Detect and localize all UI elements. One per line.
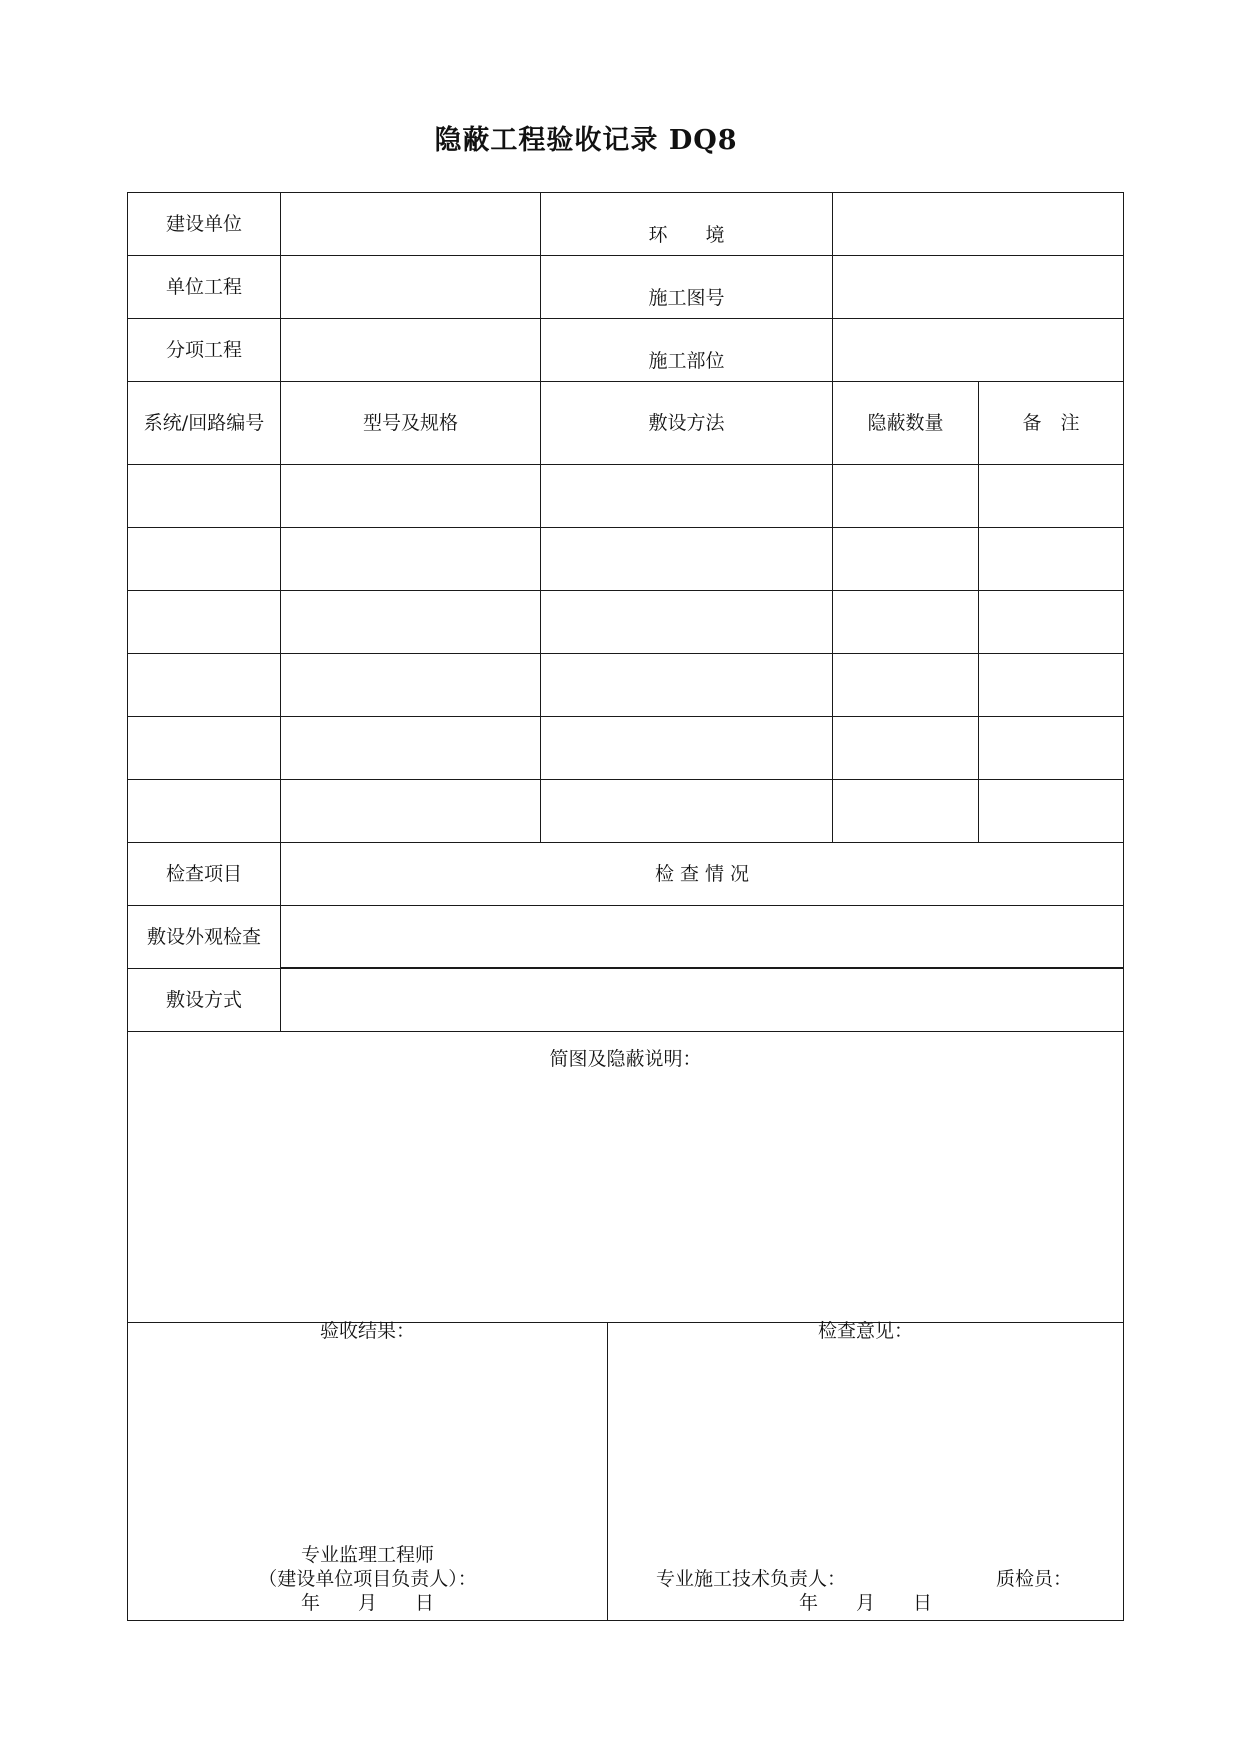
table-cell[interactable] <box>541 654 832 716</box>
table-cell[interactable] <box>979 528 1123 590</box>
quality-inspector-label: 质检员： <box>996 1568 1073 1590</box>
inspection-status-header: 检 查 情 况 <box>654 863 750 885</box>
table-cell[interactable] <box>833 780 978 842</box>
page-title: 隐蔽工程验收记录 DQ8 <box>434 125 738 156</box>
sub-project-field[interactable] <box>281 319 540 381</box>
table-cell[interactable] <box>128 717 280 779</box>
column-header-concealed-quantity: 隐蔽数量 <box>867 412 944 434</box>
opinion-section-label: 检查意见： <box>817 1320 913 1342</box>
table-cell[interactable] <box>979 654 1123 716</box>
table-cell[interactable] <box>541 591 832 653</box>
table-cell[interactable] <box>833 465 978 527</box>
header-label-unit-project: 单位工程 <box>165 276 242 298</box>
column-header-system-circuit-number: 系统/回路编号 <box>143 412 265 434</box>
opinion-date: 年 月 日 <box>798 1592 932 1614</box>
environment-field[interactable] <box>833 193 1123 255</box>
table-cell[interactable] <box>128 465 280 527</box>
construction-unit-field[interactable] <box>281 193 540 255</box>
result-section-label: 验收结果： <box>319 1320 415 1342</box>
table-cell[interactable] <box>833 654 978 716</box>
table-cell[interactable] <box>281 717 540 779</box>
drawing-number-field[interactable] <box>833 256 1123 318</box>
border-line <box>607 1322 608 1621</box>
table-cell[interactable] <box>979 717 1123 779</box>
table-cell[interactable] <box>979 780 1123 842</box>
diagram-section-label: 简图及隐蔽说明： <box>549 1048 702 1070</box>
table-cell[interactable] <box>281 654 540 716</box>
supervisor-title: 专业监理工程师 <box>300 1544 434 1566</box>
unit-project-field[interactable] <box>281 256 540 318</box>
supervisor-signature-block <box>128 1543 607 1615</box>
diagram-area[interactable] <box>128 1080 1123 1320</box>
table-cell[interactable] <box>833 591 978 653</box>
table-cell[interactable] <box>281 465 540 527</box>
border-line <box>1123 192 1124 1621</box>
table-cell[interactable] <box>128 654 280 716</box>
table-cell[interactable] <box>833 717 978 779</box>
header-label-environment: 环 境 <box>648 224 725 246</box>
supervisor-date: 年 月 日 <box>300 1592 434 1614</box>
table-cell[interactable] <box>833 528 978 590</box>
construction-location-field[interactable] <box>833 319 1123 381</box>
table-cell[interactable] <box>541 717 832 779</box>
column-header-remarks: 备 注 <box>1022 412 1080 434</box>
table-cell[interactable] <box>281 591 540 653</box>
border-line <box>127 1031 1124 1032</box>
supervisor-title-note: （建设单位项目负责人）： <box>258 1568 477 1590</box>
column-header-model-spec: 型号及规格 <box>362 412 458 434</box>
table-cell[interactable] <box>281 780 540 842</box>
column-header-laying-method: 敷设方法 <box>648 412 725 434</box>
table-cell[interactable] <box>541 528 832 590</box>
header-label-construction-location: 施工部位 <box>648 350 725 372</box>
inspection-item-laying-mode: 敷设方式 <box>165 989 242 1011</box>
tech-lead-signature-label: 专业施工技术负责人： <box>656 1568 847 1590</box>
table-cell[interactable] <box>128 780 280 842</box>
table-cell[interactable] <box>128 528 280 590</box>
table-cell[interactable] <box>979 465 1123 527</box>
laying-mode-field[interactable] <box>281 969 1123 1031</box>
border-line <box>127 1620 1124 1621</box>
header-label-construction-unit: 建设单位 <box>165 213 242 235</box>
table-cell[interactable] <box>281 528 540 590</box>
table-cell[interactable] <box>541 780 832 842</box>
inspection-item-header: 检查项目 <box>165 863 242 885</box>
inspection-item-appearance: 敷设外观检查 <box>146 926 261 948</box>
appearance-check-field[interactable] <box>281 906 1123 967</box>
table-cell[interactable] <box>979 591 1123 653</box>
table-cell[interactable] <box>541 465 832 527</box>
table-cell[interactable] <box>128 591 280 653</box>
header-label-drawing-number: 施工图号 <box>648 287 725 309</box>
header-label-sub-project: 分项工程 <box>165 339 242 361</box>
